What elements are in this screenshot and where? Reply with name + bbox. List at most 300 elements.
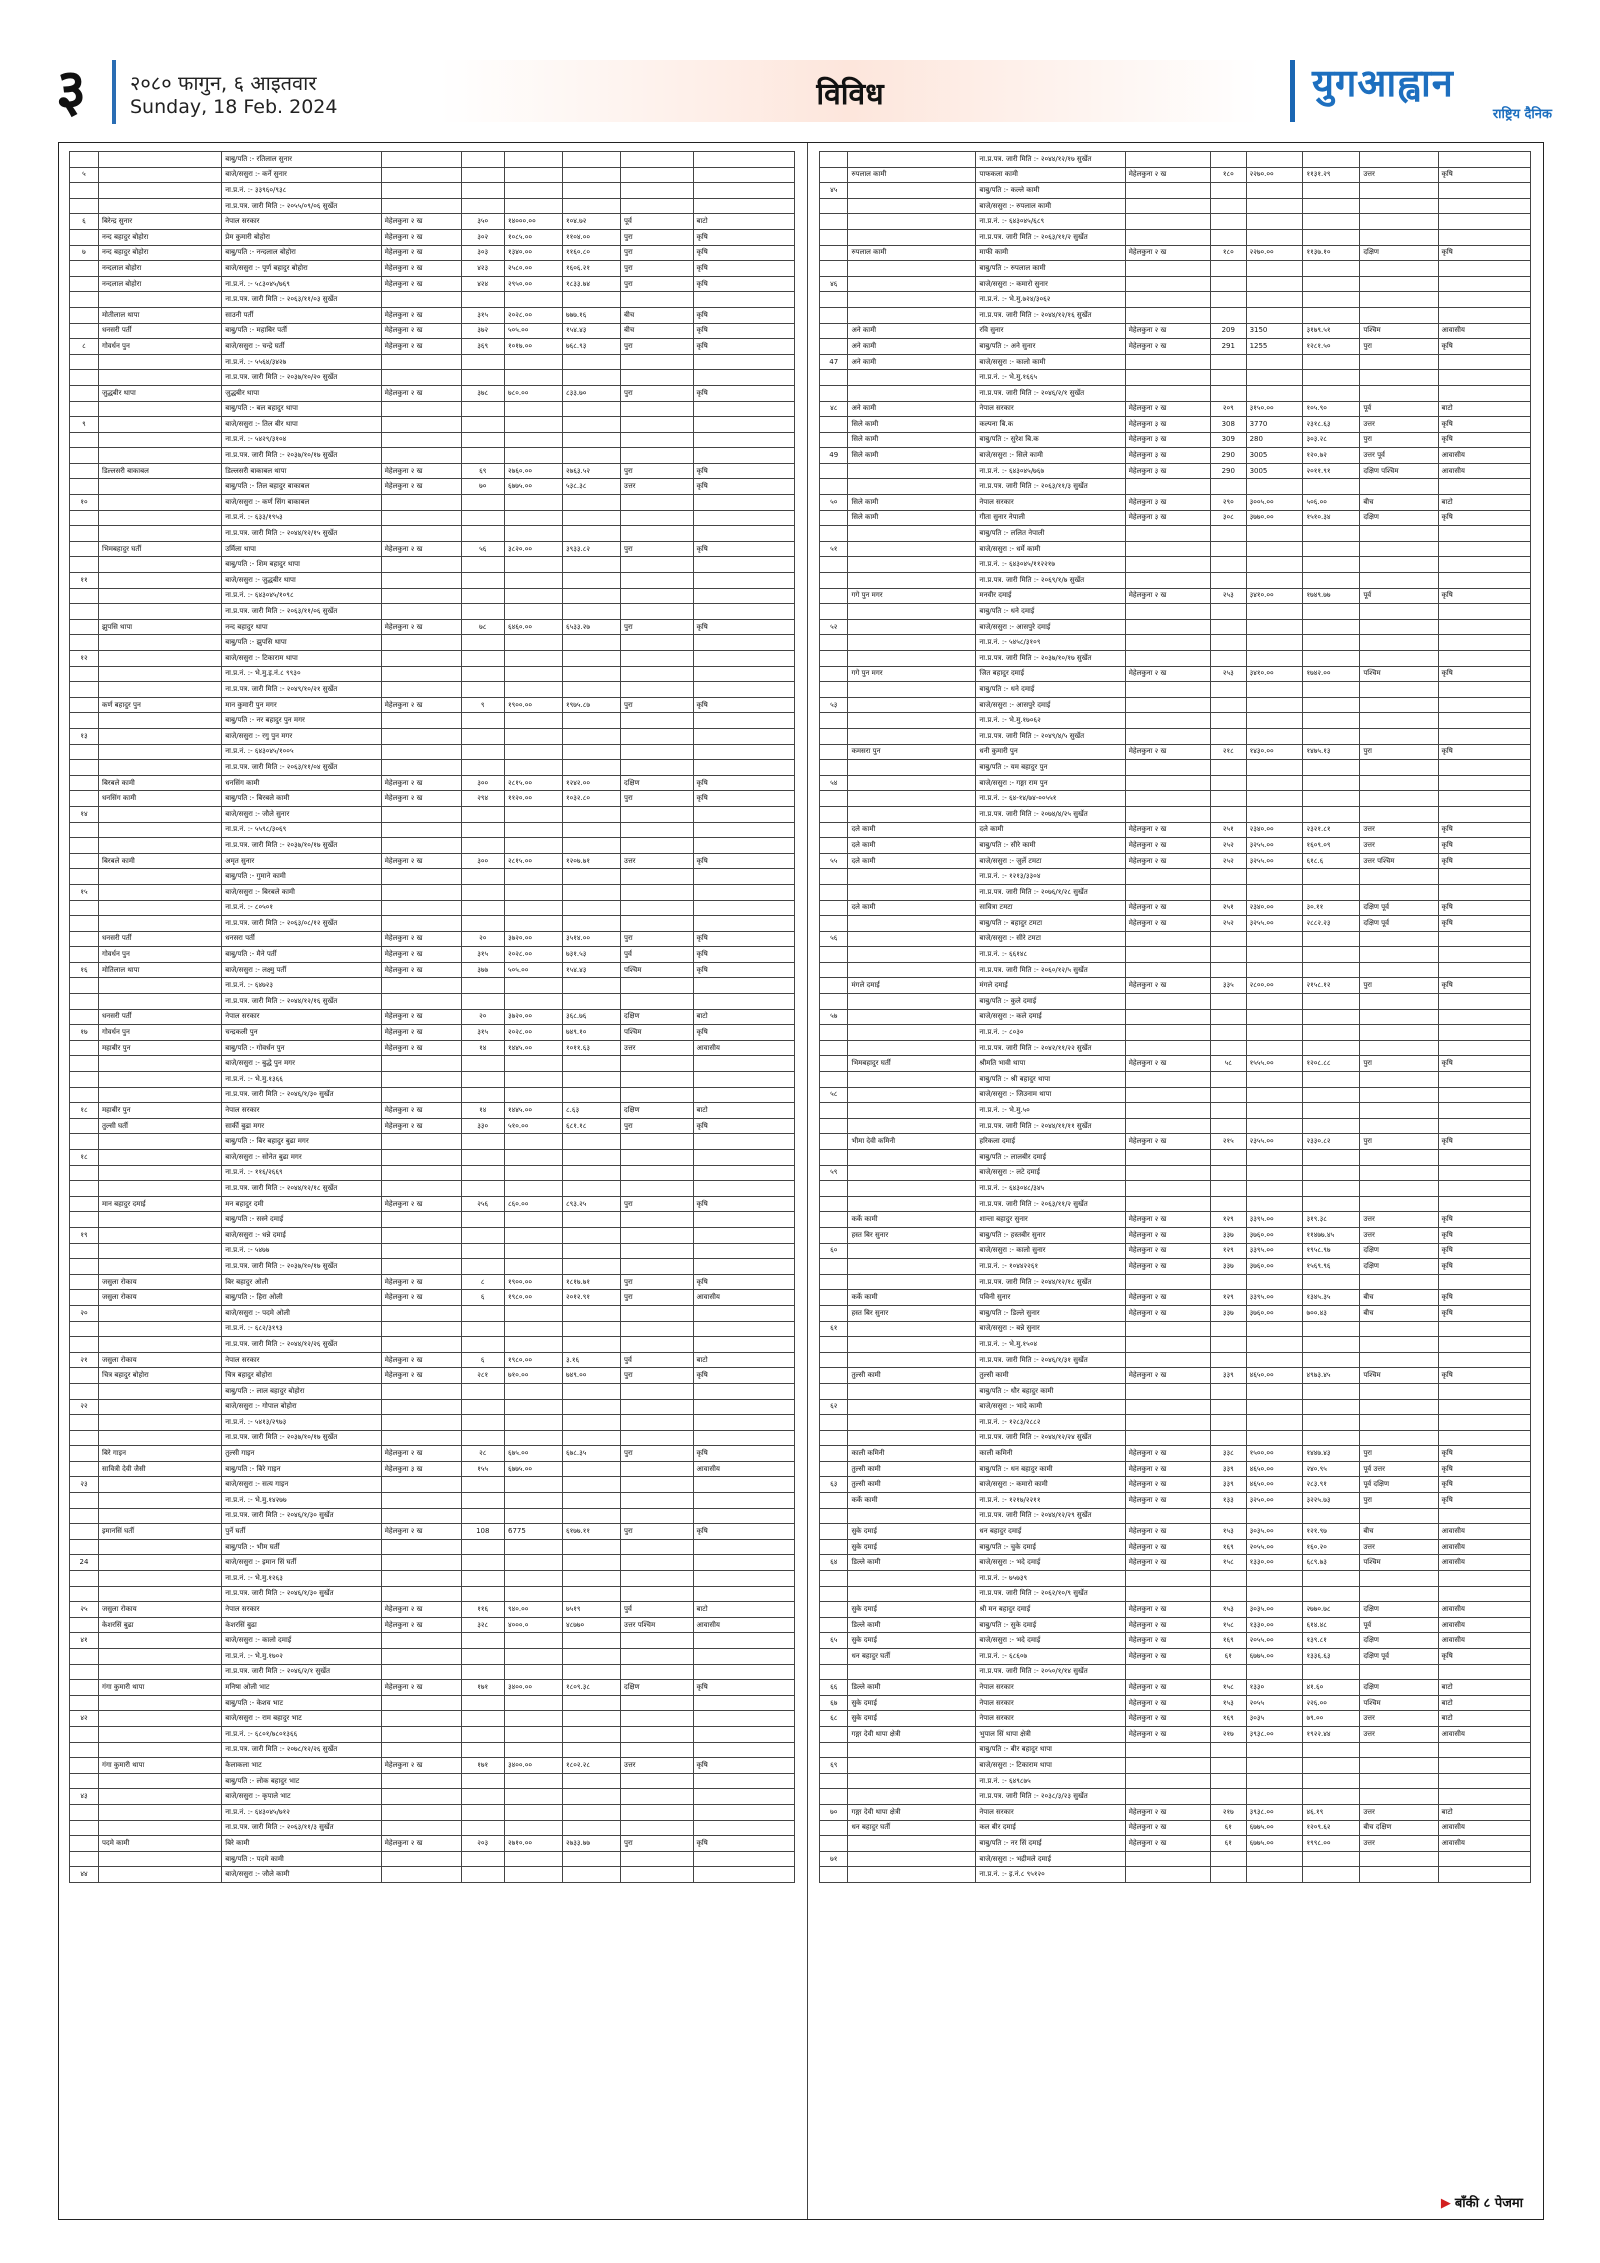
table-cell xyxy=(1246,1352,1303,1368)
table-cell xyxy=(820,1602,848,1618)
table-cell: बाजे/ससुरा :- कर्ण सिंग बाकाबल xyxy=(222,495,382,511)
table-cell: बाजे/ससुरा :- राम बहादुर भाट xyxy=(222,1711,382,1727)
table-cell: १३९.८१ xyxy=(1303,1633,1360,1649)
table-cell xyxy=(99,994,222,1010)
table-cell: ३४१०.०० xyxy=(1246,588,1303,604)
table-cell: २२६.०० xyxy=(1303,1695,1360,1711)
table-cell: ३०० xyxy=(461,775,505,791)
table-cell: कृषि xyxy=(693,1196,795,1212)
table-cell xyxy=(1246,1103,1303,1119)
table-cell: ३७७ xyxy=(461,962,505,978)
table-row xyxy=(820,1118,1531,1134)
table-cell xyxy=(1303,276,1360,292)
table-cell xyxy=(1303,1040,1360,1056)
table-cell: ३४१०.०० xyxy=(1246,666,1303,682)
table-cell xyxy=(99,573,222,589)
table-cell xyxy=(1125,385,1210,401)
table-cell xyxy=(563,292,621,308)
table-cell: कृषि xyxy=(1438,1649,1530,1665)
table-cell xyxy=(70,1446,99,1462)
table-cell xyxy=(693,869,795,885)
table-cell xyxy=(820,1056,848,1072)
table-cell: ३३८ xyxy=(1211,1446,1247,1462)
table-cell: बाजे/ससुरा :- टिकाराम थापा xyxy=(222,651,382,667)
table-row xyxy=(820,1243,1531,1259)
table-cell: बाटो xyxy=(693,1103,795,1119)
table-cell: ना.प्र.नं. :- ६८६०७ xyxy=(976,1649,1125,1665)
table-cell xyxy=(820,463,848,479)
table-cell xyxy=(381,822,461,838)
table-cell: मेहेलकुना २ ख xyxy=(1125,838,1210,854)
table-cell xyxy=(1303,1118,1360,1134)
table-cell xyxy=(1360,651,1438,667)
table-row xyxy=(820,1259,1531,1275)
table-cell xyxy=(1246,994,1303,1010)
table-cell xyxy=(563,417,621,433)
table-cell: बाटो xyxy=(1438,1680,1530,1696)
table-cell xyxy=(1246,635,1303,651)
table-cell: मेहेलकुना २ ख xyxy=(1125,1305,1210,1321)
table-cell: बाजे/ससुरा :- कमारो कामी xyxy=(976,1477,1125,1493)
table-cell: मोतीलाल थापा xyxy=(99,307,222,323)
table-cell xyxy=(461,526,505,542)
table-cell xyxy=(99,1711,222,1727)
section-banner xyxy=(440,60,1260,122)
table-cell: उत्तर xyxy=(1360,838,1438,854)
table-cell xyxy=(848,1383,976,1399)
table-cell xyxy=(1360,1789,1438,1805)
table-cell xyxy=(1246,557,1303,573)
table-cell xyxy=(99,1851,222,1867)
table-cell xyxy=(70,354,99,370)
table-cell: ५८ xyxy=(820,1087,848,1103)
table-cell xyxy=(563,1571,621,1587)
table-cell xyxy=(1303,994,1360,1010)
table-row xyxy=(70,1165,795,1181)
table-cell: बाबु/पति :- कुले दमाई xyxy=(976,994,1125,1010)
table-cell xyxy=(1360,152,1438,168)
table-row xyxy=(820,916,1531,932)
table-cell xyxy=(1303,557,1360,573)
table-cell xyxy=(1246,1150,1303,1166)
table-cell xyxy=(461,1493,505,1509)
table-cell: १०३२.८० xyxy=(563,791,621,807)
table-row xyxy=(820,1040,1531,1056)
table-row xyxy=(820,1103,1531,1119)
table-row xyxy=(820,385,1531,401)
table-cell xyxy=(820,557,848,573)
table-cell xyxy=(1125,1165,1210,1181)
table-row xyxy=(70,1493,795,1509)
table-cell xyxy=(1125,806,1210,822)
table-cell xyxy=(820,1524,848,1540)
table-cell xyxy=(381,666,461,682)
table-cell: दक्षिण पूर्व xyxy=(1360,1649,1438,1665)
table-cell xyxy=(1303,1009,1360,1025)
table-cell: ७८०.०० xyxy=(505,385,563,401)
table-cell xyxy=(1125,1399,1210,1415)
table-cell xyxy=(820,1461,848,1477)
table-cell: कृषि xyxy=(1438,1461,1530,1477)
table-cell xyxy=(820,947,848,963)
table-cell xyxy=(461,1649,505,1665)
table-cell xyxy=(1438,651,1530,667)
table-row xyxy=(820,261,1531,277)
table-cell: आवासीय xyxy=(1438,1836,1530,1852)
table-cell xyxy=(621,1134,694,1150)
table-cell: २८ xyxy=(461,1446,505,1462)
table-cell xyxy=(381,1337,461,1353)
table-cell: तुल्सी घर्ती xyxy=(99,1118,222,1134)
table-cell xyxy=(693,588,795,604)
table-cell xyxy=(505,838,563,854)
table-cell: पुरा xyxy=(1360,1056,1438,1072)
table-cell xyxy=(99,1227,222,1243)
table-cell xyxy=(461,760,505,776)
table-cell xyxy=(1246,869,1303,885)
table-cell: पश्चिम xyxy=(1360,1368,1438,1384)
table-cell xyxy=(1438,713,1530,729)
table-cell: पूर्व xyxy=(621,214,694,230)
table-cell: मेहेलकुना २ ख xyxy=(381,931,461,947)
table-row xyxy=(820,651,1531,667)
table-cell xyxy=(99,432,222,448)
table-cell xyxy=(70,370,99,386)
table-cell xyxy=(381,1134,461,1150)
table-cell: ना.प्र.नं. :- ६४-१४/७४-००५५१ xyxy=(976,791,1125,807)
table-cell xyxy=(1246,1196,1303,1212)
table-cell: पुरा xyxy=(1360,744,1438,760)
table-cell xyxy=(1303,1321,1360,1337)
table-cell: ६८१.१८ xyxy=(563,1118,621,1134)
table-cell: मेहेलकुना २ ख xyxy=(381,1602,461,1618)
table-cell: मेहेलकुना २ ख xyxy=(381,1352,461,1368)
table-cell xyxy=(461,713,505,729)
table-cell xyxy=(1125,1274,1210,1290)
table-cell: ११३७.१० xyxy=(1303,245,1360,261)
table-row xyxy=(820,1571,1531,1587)
table-cell xyxy=(563,1461,621,1477)
table-cell xyxy=(1125,869,1210,885)
table-cell xyxy=(820,1040,848,1056)
table-cell: दले कामी xyxy=(976,822,1125,838)
table-cell xyxy=(1211,962,1247,978)
table-cell: ४२३ xyxy=(461,261,505,277)
table-row xyxy=(820,728,1531,744)
table-cell xyxy=(621,448,694,464)
table-cell: मेहेलकुना २ ख xyxy=(381,1290,461,1306)
table-cell xyxy=(1438,183,1530,199)
table-row xyxy=(820,1415,1531,1431)
table-cell xyxy=(1303,198,1360,214)
table-cell xyxy=(99,1695,222,1711)
table-cell xyxy=(848,198,976,214)
table-cell xyxy=(1438,1181,1530,1197)
table-cell: बाजे/ससुरा :- भदे दमाई xyxy=(976,1633,1125,1649)
table-cell xyxy=(70,1134,99,1150)
table-cell xyxy=(461,1337,505,1353)
table-cell: ८९३.२५ xyxy=(563,1196,621,1212)
table-cell xyxy=(1211,1383,1247,1399)
table-cell xyxy=(1360,931,1438,947)
table-cell: नेपाल सरकार xyxy=(976,1711,1125,1727)
table-cell: तुल्सी कामी xyxy=(976,1368,1125,1384)
table-cell xyxy=(70,1773,99,1789)
table-cell xyxy=(381,1181,461,1197)
table-cell xyxy=(461,1072,505,1088)
table-cell: रुपलाल कामी xyxy=(848,167,976,183)
table-cell xyxy=(820,1025,848,1041)
table-cell xyxy=(1438,541,1530,557)
table-cell xyxy=(621,1399,694,1415)
table-cell xyxy=(99,1399,222,1415)
table-cell xyxy=(70,463,99,479)
table-cell: सावित्रा टमटा xyxy=(976,900,1125,916)
table-cell: बाजे/ससुरा :- बिरबले कामी xyxy=(222,884,382,900)
table-cell xyxy=(693,448,795,464)
table-cell: मेहेलकुना २ ख xyxy=(1125,1368,1210,1384)
table-row xyxy=(70,479,795,495)
table-cell xyxy=(621,573,694,589)
table-cell: ना.प्र.पत्र. जारी मिति :- २०४४/११/११ सुर्खेत xyxy=(976,1118,1125,1134)
table-cell: १३३६.६३ xyxy=(1303,1649,1360,1665)
table-cell xyxy=(621,994,694,1010)
table-cell: पूर्व xyxy=(1360,401,1438,417)
table-cell: कृषि xyxy=(693,307,795,323)
table-cell: बाजे/ससुरा :- जिउनाम थापा xyxy=(976,1087,1125,1103)
table-cell xyxy=(70,1493,99,1509)
table-cell xyxy=(621,198,694,214)
table-cell: १६ xyxy=(70,962,99,978)
table-cell xyxy=(381,1773,461,1789)
table-cell xyxy=(563,1555,621,1571)
table-cell xyxy=(563,448,621,464)
table-cell xyxy=(381,682,461,698)
table-cell xyxy=(70,666,99,682)
table-cell xyxy=(563,1477,621,1493)
table-cell: २८३.९१ xyxy=(1303,1477,1360,1493)
table-row xyxy=(70,1742,795,1758)
table-cell: २३३०.८२ xyxy=(1303,1134,1360,1150)
table-cell: ३२२५.७३ xyxy=(1303,1493,1360,1509)
table-row xyxy=(70,697,795,713)
table-cell xyxy=(563,838,621,854)
table-cell xyxy=(563,1804,621,1820)
table-cell: ६९ xyxy=(820,1758,848,1774)
table-cell: 24 xyxy=(70,1555,99,1571)
table-cell xyxy=(1125,1150,1210,1166)
table-cell: २७६३.५२ xyxy=(563,463,621,479)
table-cell: ना.प्र.नं. :- १२१३/३३०४ xyxy=(976,869,1125,885)
table-row xyxy=(820,869,1531,885)
table-cell xyxy=(461,1150,505,1166)
table-cell: १५८ xyxy=(1211,1617,1247,1633)
table-cell: डिल्ले कामी xyxy=(848,1680,976,1696)
table-cell: ५३८.३८ xyxy=(563,479,621,495)
table-cell xyxy=(381,900,461,916)
table-cell: कृषि xyxy=(1438,245,1530,261)
table-cell xyxy=(693,417,795,433)
table-cell xyxy=(621,1695,694,1711)
table-cell: कृषि xyxy=(693,1025,795,1041)
table-cell xyxy=(621,1181,694,1197)
table-cell: ५७ xyxy=(820,1009,848,1025)
table-cell: बीच xyxy=(621,307,694,323)
table-cell xyxy=(693,666,795,682)
table-cell: बाजे/ससुरा :- कृपाले भाट xyxy=(222,1789,382,1805)
table-row xyxy=(70,1571,795,1587)
table-cell: ३६९ xyxy=(461,339,505,355)
table-cell xyxy=(848,557,976,573)
table-row xyxy=(70,1617,795,1633)
table-cell xyxy=(505,1415,563,1431)
table-cell xyxy=(505,588,563,604)
table-cell xyxy=(1125,884,1210,900)
table-cell: ३०८ xyxy=(1211,510,1247,526)
table-cell xyxy=(563,588,621,604)
table-row xyxy=(70,947,795,963)
table-cell xyxy=(1360,697,1438,713)
table-cell: पुरा xyxy=(621,1274,694,1290)
table-cell xyxy=(820,167,848,183)
table-cell xyxy=(99,1773,222,1789)
table-cell xyxy=(621,1383,694,1399)
table-cell: कृषि xyxy=(693,1368,795,1384)
table-cell xyxy=(1303,1383,1360,1399)
table-cell xyxy=(1211,261,1247,277)
table-cell xyxy=(1360,775,1438,791)
table-cell: 49 xyxy=(820,448,848,464)
table-cell: ना.प्र.नं. :- भे.मु.१३६६ xyxy=(222,1072,382,1088)
table-cell: १५ xyxy=(70,884,99,900)
table-cell xyxy=(1125,1851,1210,1867)
table-cell: ५४ xyxy=(820,775,848,791)
table-row xyxy=(70,292,795,308)
table-row xyxy=(70,744,795,760)
table-cell: बाबु/पति :- सस्ने दमाई xyxy=(222,1212,382,1228)
table-cell xyxy=(1438,1383,1530,1399)
table-cell xyxy=(1246,229,1303,245)
table-cell: २३ xyxy=(70,1477,99,1493)
table-cell xyxy=(70,1274,99,1290)
table-cell: ३२५५.०० xyxy=(1246,838,1303,854)
table-cell: मेहेलकुना २ ख xyxy=(1125,1539,1210,1555)
table-cell xyxy=(621,1867,694,1883)
table-cell: बाजे/ससुरा :- बन्ने सुनार xyxy=(976,1321,1125,1337)
table-cell: धन बहादुर घर्ती xyxy=(848,1649,976,1665)
table-cell: पुरा xyxy=(621,261,694,277)
table-cell: बाबु/पति :- लाल बहादुर बोहोरा xyxy=(222,1383,382,1399)
table-cell xyxy=(563,1789,621,1805)
table-cell: १३३०.०० xyxy=(1246,1617,1303,1633)
table-cell xyxy=(461,1773,505,1789)
table-cell xyxy=(461,1321,505,1337)
table-cell: ५०५.०० xyxy=(505,962,563,978)
table-cell xyxy=(693,1726,795,1742)
table-cell xyxy=(693,401,795,417)
table-cell: दक्षिण xyxy=(1360,1633,1438,1649)
table-cell xyxy=(1125,947,1210,963)
table-cell xyxy=(505,1633,563,1649)
table-cell: भिमबहादुर घर्ती xyxy=(99,541,222,557)
table-cell xyxy=(1211,526,1247,542)
table-cell xyxy=(99,557,222,573)
table-cell: बाबु/पति :- बल बहादुर थापा xyxy=(222,401,382,417)
table-cell xyxy=(848,1586,976,1602)
table-cell xyxy=(505,1571,563,1587)
table-cell: दक्षिण पश्चिम xyxy=(1360,463,1438,479)
table-cell: ना.प्र.नं. :- ६४३०४५/१०९८ xyxy=(222,588,382,604)
table-cell: आवासीय xyxy=(693,1040,795,1056)
table-cell xyxy=(1303,1181,1360,1197)
table-cell: ५८ xyxy=(1211,1056,1247,1072)
table-cell: कृषि xyxy=(1438,838,1530,854)
table-cell: मेहेलकुना ३ ख xyxy=(1125,417,1210,433)
table-cell xyxy=(820,1383,848,1399)
table-cell xyxy=(505,760,563,776)
table-cell xyxy=(820,1664,848,1680)
table-cell: अने कामी xyxy=(848,401,976,417)
table-cell xyxy=(461,1539,505,1555)
table-cell xyxy=(621,822,694,838)
table-cell xyxy=(693,900,795,916)
table-cell xyxy=(99,1150,222,1166)
table-cell: ३६८.७६ xyxy=(563,1009,621,1025)
table-cell: बाबु/पति :- लालबीर दमाई xyxy=(976,1150,1125,1166)
table-row xyxy=(820,588,1531,604)
table-cell: ३२८ xyxy=(461,1617,505,1633)
table-cell xyxy=(820,962,848,978)
table-cell xyxy=(621,682,694,698)
table-cell xyxy=(1360,994,1438,1010)
table-cell: ना.प्र.पत्र. जारी मिति :- २०६९/१/७ सुर्खेत xyxy=(976,573,1125,589)
table-cell: दले कामी xyxy=(848,900,976,916)
table-cell: ना.प्र.पत्र. जारी मिति :- २०३७/१०/१७ सुर्खेत xyxy=(222,1259,382,1275)
table-cell xyxy=(848,775,976,791)
table-cell xyxy=(563,1259,621,1275)
table-cell: १२९ xyxy=(1211,1212,1247,1228)
table-cell xyxy=(505,1804,563,1820)
table-cell xyxy=(70,1820,99,1836)
table-cell: १२१.९७ xyxy=(1303,1524,1360,1540)
table-cell xyxy=(1438,604,1530,620)
table-cell xyxy=(820,588,848,604)
table-cell: बाबु/पति :- शिम बहादुर थापा xyxy=(222,557,382,573)
table-cell: मंगले दमाई xyxy=(976,978,1125,994)
table-cell xyxy=(1246,1430,1303,1446)
table-cell xyxy=(820,417,848,433)
table-cell xyxy=(1438,760,1530,776)
table-cell xyxy=(1125,1103,1210,1119)
table-cell xyxy=(693,1664,795,1680)
table-cell: मेहेलकुना २ ख xyxy=(381,385,461,401)
table-row xyxy=(70,1383,795,1399)
table-row xyxy=(70,385,795,401)
table-cell: धनी कुमारी पुन xyxy=(976,744,1125,760)
table-cell: मेहेलकुना ३ ख xyxy=(1125,448,1210,464)
table-cell xyxy=(563,1072,621,1088)
table-cell: ६५३३.२७ xyxy=(563,619,621,635)
table-cell xyxy=(70,526,99,542)
table-cell: बाबु/पति :- नर सिं दमाई xyxy=(976,1836,1125,1852)
table-cell: बाजे/ससुरा :- टिकाराम थापा xyxy=(976,1758,1125,1774)
table-cell: १२०८.८८ xyxy=(1303,1056,1360,1072)
table-cell: बाबु/पति :- केशव भाट xyxy=(222,1695,382,1711)
table-cell: जित बहादुर दमाई xyxy=(976,666,1125,682)
table-cell xyxy=(1360,1430,1438,1446)
table-cell xyxy=(1246,198,1303,214)
table-cell xyxy=(70,1040,99,1056)
